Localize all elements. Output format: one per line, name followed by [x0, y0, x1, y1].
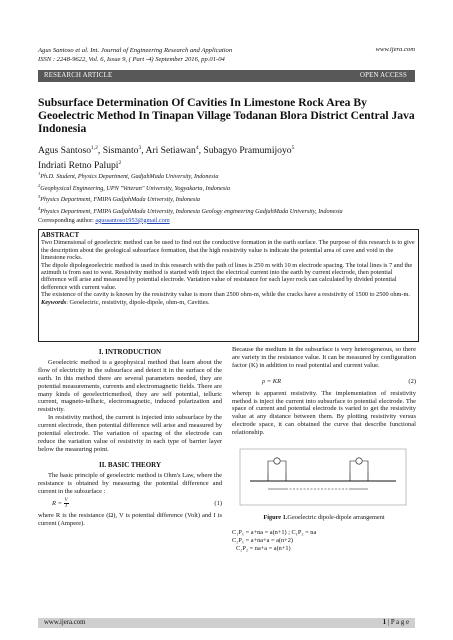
- figure-frame: [240, 449, 406, 505]
- affiliation-4: [38, 205, 418, 217]
- equation-2: [232, 370, 416, 390]
- equation-1-number: (1): [214, 499, 222, 507]
- affil-4-sup: 4: [38, 205, 41, 211]
- dipole-dipole-figure: [238, 447, 408, 507]
- article-type-band: [38, 70, 415, 82]
- ammeter-icon: [274, 458, 280, 464]
- footer-website[interactable]: www.ijera.com: [44, 619, 86, 626]
- page-footer: [38, 618, 415, 628]
- paper-title: Subsurface Determination Of Cavities In Limestone Rock Area By Geoelectric Method In Tinapan Village Todanan Blora District Central Java Indonesia: [38, 96, 415, 136]
- introduction-heading: I. INTRODUCTION: [98, 348, 162, 356]
- voltmeter-icon: [356, 458, 362, 464]
- formula-c2p2: C₂P₂ = na+a = a(n+1): [236, 544, 291, 552]
- figure-label: Figure 1.: [263, 513, 288, 521]
- author-3-sup: 4: [195, 145, 199, 151]
- page-label: | P a g e: [387, 619, 409, 626]
- page-number: [383, 618, 409, 628]
- affil-3-sup: 3: [38, 194, 41, 200]
- right-column: [232, 346, 416, 553]
- author-1-sup: 1,2: [91, 145, 98, 151]
- equation-1-numerator: V: [64, 498, 68, 504]
- equation-2-number: (2): [408, 377, 416, 385]
- equation-1-denominator: I: [65, 504, 67, 510]
- author-3: , Ari Setiawan: [141, 145, 196, 157]
- author-4-sup: 5: [291, 145, 295, 151]
- corresponding-author: [38, 217, 418, 226]
- figure-caption: [232, 514, 416, 522]
- right-paragraph-1: Because the medium in the subsurface is very heterogeneous, so there are variety in the resistance value. It can be measured by configuration factor (K) in addition to read potential and current value.: [232, 346, 416, 369]
- equation-1: [38, 495, 222, 512]
- basic-theory-heading: II. BASIC THEORY: [98, 460, 162, 469]
- equation-1-body: [52, 498, 69, 509]
- affil-2-sup: 2: [38, 182, 41, 188]
- affiliation-1: [38, 170, 418, 182]
- affil-3-text: Physics Department, FMIPA GadjahMada University, Indonesia: [40, 196, 201, 204]
- formula-c1p1: C₁P₁ = a+na = a(n+1) ; C₁P₂ = na: [232, 528, 317, 536]
- electrode-distance-formulas: [232, 529, 416, 553]
- corresponding-label: Corresponding author:: [38, 216, 96, 224]
- equation-1-fraction: [64, 498, 69, 509]
- author-2-sup: 3: [138, 145, 142, 151]
- abstract-paragraph-1: Two Dimensional of geoelectric method can be used to find out the conductive formation in the earth surface. The purpose of this research is to give the description about the geological subsurface formation, that the high resistivity value is indicate the potential area of cave and void in the limestone rocks.: [41, 239, 415, 262]
- abstract-box: [38, 229, 419, 342]
- affil-2-text: Geophysical Engineering, UPN "Veteran" University, Yogyakarta, Indonesia: [40, 184, 230, 192]
- equation-1-lhs: R =: [52, 500, 64, 508]
- affil-1-text: Ph.D. Student, Physics Department, GadjahMada University, Indonesia: [40, 173, 219, 181]
- keywords-label: Keywords: [41, 298, 67, 306]
- keywords: [41, 299, 416, 306]
- abstract-paragraph-3: The existence of the cavity is known by the resistivity value is more than 2500 ohm-m, while the cracks have a resistivity of 1500 to 2500 ohm-m.: [41, 291, 410, 299]
- author-5: Indriati Retno Palupi: [38, 160, 119, 172]
- left-column: [38, 346, 222, 528]
- page-number-value: 1: [382, 619, 387, 626]
- equation-2-body: ρ = KR: [262, 377, 282, 385]
- corresponding-email-link[interactable]: agussantoso1953@gmail.com: [95, 216, 170, 224]
- abstract-heading: ABSTRACT: [41, 231, 80, 239]
- formula-c2p1: C₂P₁ = a+na+a = a(n+2): [232, 536, 293, 544]
- affil-1-sup: 1: [38, 171, 41, 176]
- intro-paragraph-1: Geoelectric method is a geophysical method that learn about the flow of electricity in the subsurface and detect it in the surface of the earth. In this method there are several parameters needed, they are potential measurements, currents and electromagnetic fields. There are many kinds of geoelectricmethod, they are self potential, telluric current, magneto-telluric, electromagnetic, induced polarization and resistivity.: [38, 358, 222, 414]
- keywords-text: : Geoelectric, resistivity, dipole-dipole, ohm-m, Cavities.: [66, 298, 210, 306]
- abstract-paragraph-2: The dipole dipolegeoelectric method is used in this research with the path of lines is 250 m with 10 m electrode spacing. The total lines is 7 and the azimuth is from east to west. Resistivity method is started with inject the electrical current into the earth by current electrode, then potential difference will arise and measured by potential electrode. Variation value of resistance for each layer rock can calculated by divided potential defference with current value.: [41, 261, 413, 291]
- affiliation-3: [38, 193, 418, 205]
- journal-line-2: ISSN : 2248-9622, Vol. 6, Issue 9, ( Part -4) September 2016, pp.01-04: [38, 56, 225, 63]
- theory-paragraph-2: where R is the resistance (Ω), V is potential difference (Volt) and I is current (Ampere).: [38, 512, 222, 528]
- research-article-label: RESEARCH ARTICLE: [44, 72, 113, 79]
- running-header: [38, 46, 232, 64]
- theory-paragraph-1: The basic principle of geoelectric method is Ohm's Law, where the resistance is obtained by measuring the potential difference and current in the subsurface :: [38, 471, 222, 495]
- author-list: [38, 142, 418, 172]
- author-2: , Sismanto: [97, 145, 139, 157]
- journal-website[interactable]: www.ijera.com: [375, 46, 415, 53]
- journal-line-1: Agus Santoso et al. Int. Journal of Engineering Research and Application: [38, 47, 233, 54]
- author-1: Agus Santoso: [38, 145, 92, 157]
- author-5-sup: 2: [118, 160, 122, 167]
- figure-caption-text: Geoelectric dipole-dipole arrangement: [287, 513, 385, 521]
- affiliations: [38, 170, 418, 225]
- author-4: , Subagyo Pramumijoyo: [198, 145, 292, 157]
- affil-4-text: Physics Department, FMIPA GadjahMada University, Indonesia Geology engineering GadjahMada University, Indonesia: [40, 208, 343, 216]
- affiliation-2: [38, 182, 418, 194]
- right-paragraph-2: wherep is apparent resistivity. The implementation of resistivity method is inject the current into subsurface to potential electrode. The space of current and potential electrode is varied to get the resistivity value at any distance between them. By plotting resistivity versus electrode space, it can obtained the curve that describe functional relationship.: [232, 389, 416, 437]
- open-access-label: OPEN ACCESS: [360, 72, 407, 79]
- intro-paragraph-2: In resistivity method, the current is injected into subsurface by the current electrode, then potential difference will arise and measured by potential electrode. The variation of spacing of the electrode can reduce the variation value of resistivity in each type of barrier layer below the measuring point.: [38, 414, 222, 453]
